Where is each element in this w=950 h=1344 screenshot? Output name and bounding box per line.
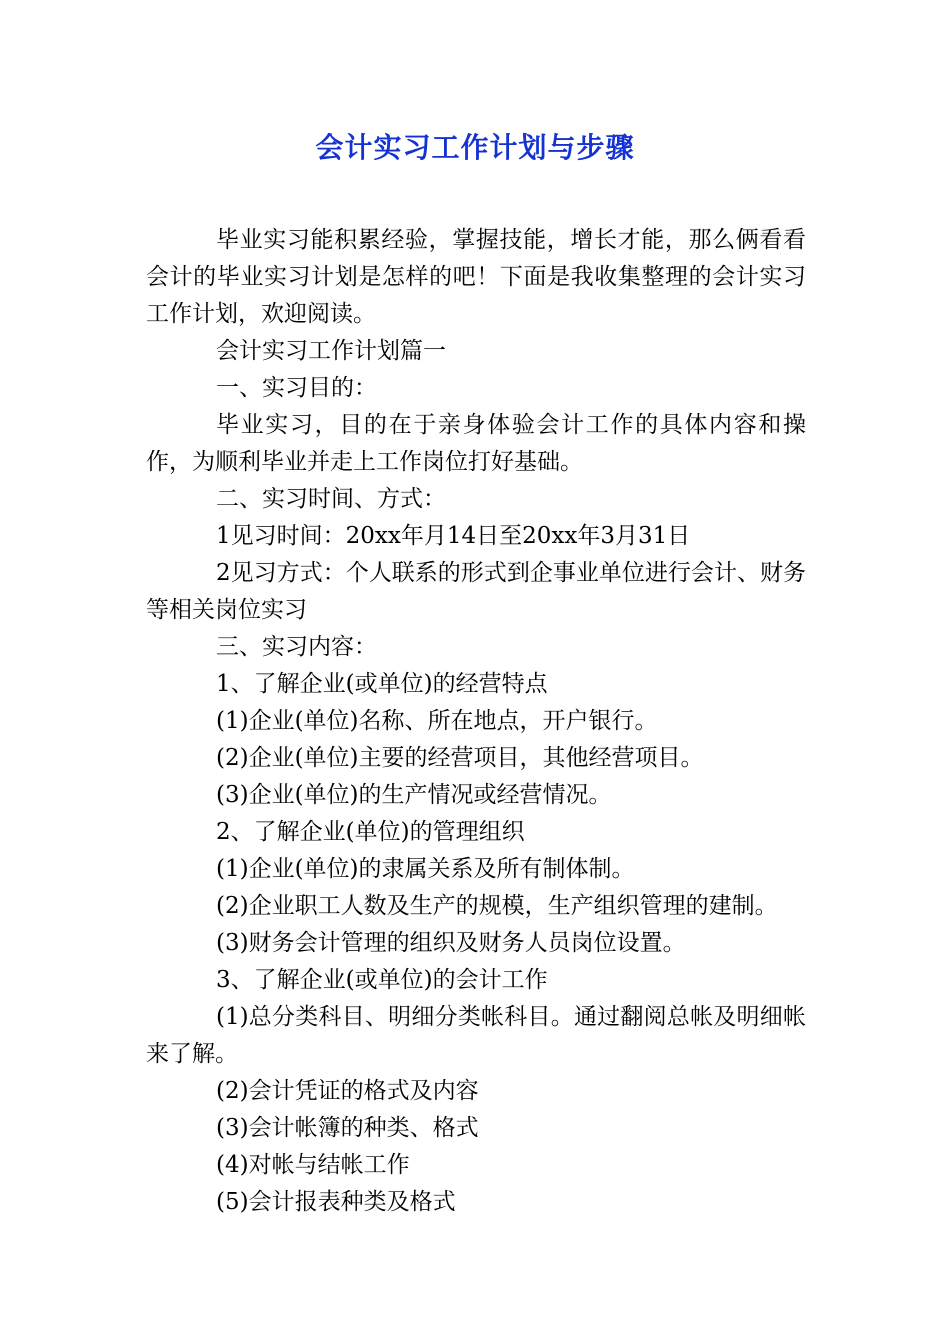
paragraph: (4)对帐与结帐工作 <box>216 1152 410 1178</box>
paragraph: 毕业实习，目的在于亲身体验会计工作的具体内容和操作，为顺利毕业并走上工作岗位打好基础。 <box>146 412 806 475</box>
paragraph: 会计实习工作计划篇一 <box>216 338 446 364</box>
paragraph: 1、了解企业(或单位)的经营特点 <box>216 671 548 697</box>
paragraph: (5)会计报表种类及格式 <box>216 1189 456 1215</box>
paragraph: 一、实习目的： <box>216 375 377 401</box>
paragraph: 1见习时间：20xx年月14日至20xx年3月31日 <box>216 523 691 549</box>
paragraph: (3)企业(单位)的生产情况或经营情况。 <box>216 782 612 808</box>
paragraph: (2)企业(单位)主要的经营项目，其他经营项目。 <box>216 745 704 771</box>
paragraph: 2见习方式：个人联系的形式到企事业单位进行会计、财务等相关岗位实习 <box>146 560 806 623</box>
paragraph: (2)会计凭证的格式及内容 <box>216 1078 479 1104</box>
paragraph: 三、实习内容： <box>216 634 377 660</box>
paragraph: (2)企业职工人数及生产的规模，生产组织管理的建制。 <box>216 893 778 919</box>
paragraph: (3)财务会计管理的组织及财务人员岗位设置。 <box>216 930 686 956</box>
paragraph: 二、实习时间、方式： <box>216 486 446 512</box>
paragraph: 2、了解企业(单位)的管理组织 <box>216 819 525 845</box>
document-body <box>146 222 806 1221</box>
paragraph: 毕业实习能积累经验，掌握技能，增长才能，那么俩看看会计的毕业实习计划是怎样的吧！下面是我收集整理的会计实习工作计划，欢迎阅读。 <box>146 227 806 327</box>
paragraph: (1)企业(单位)的隶属关系及所有制体制。 <box>216 856 635 882</box>
document-title: 会计实习工作计划与步骤 <box>315 131 635 164</box>
paragraph: (1)企业(单位)名称、所在地点，开户银行。 <box>216 708 658 734</box>
paragraph: (3)会计帐簿的种类、格式 <box>216 1115 479 1141</box>
paragraph: (1)总分类科目、明细分类帐科目。通过翻阅总帐及明细帐来了解。 <box>146 1004 806 1067</box>
paragraph: 3、了解企业(或单位)的会计工作 <box>216 967 548 993</box>
